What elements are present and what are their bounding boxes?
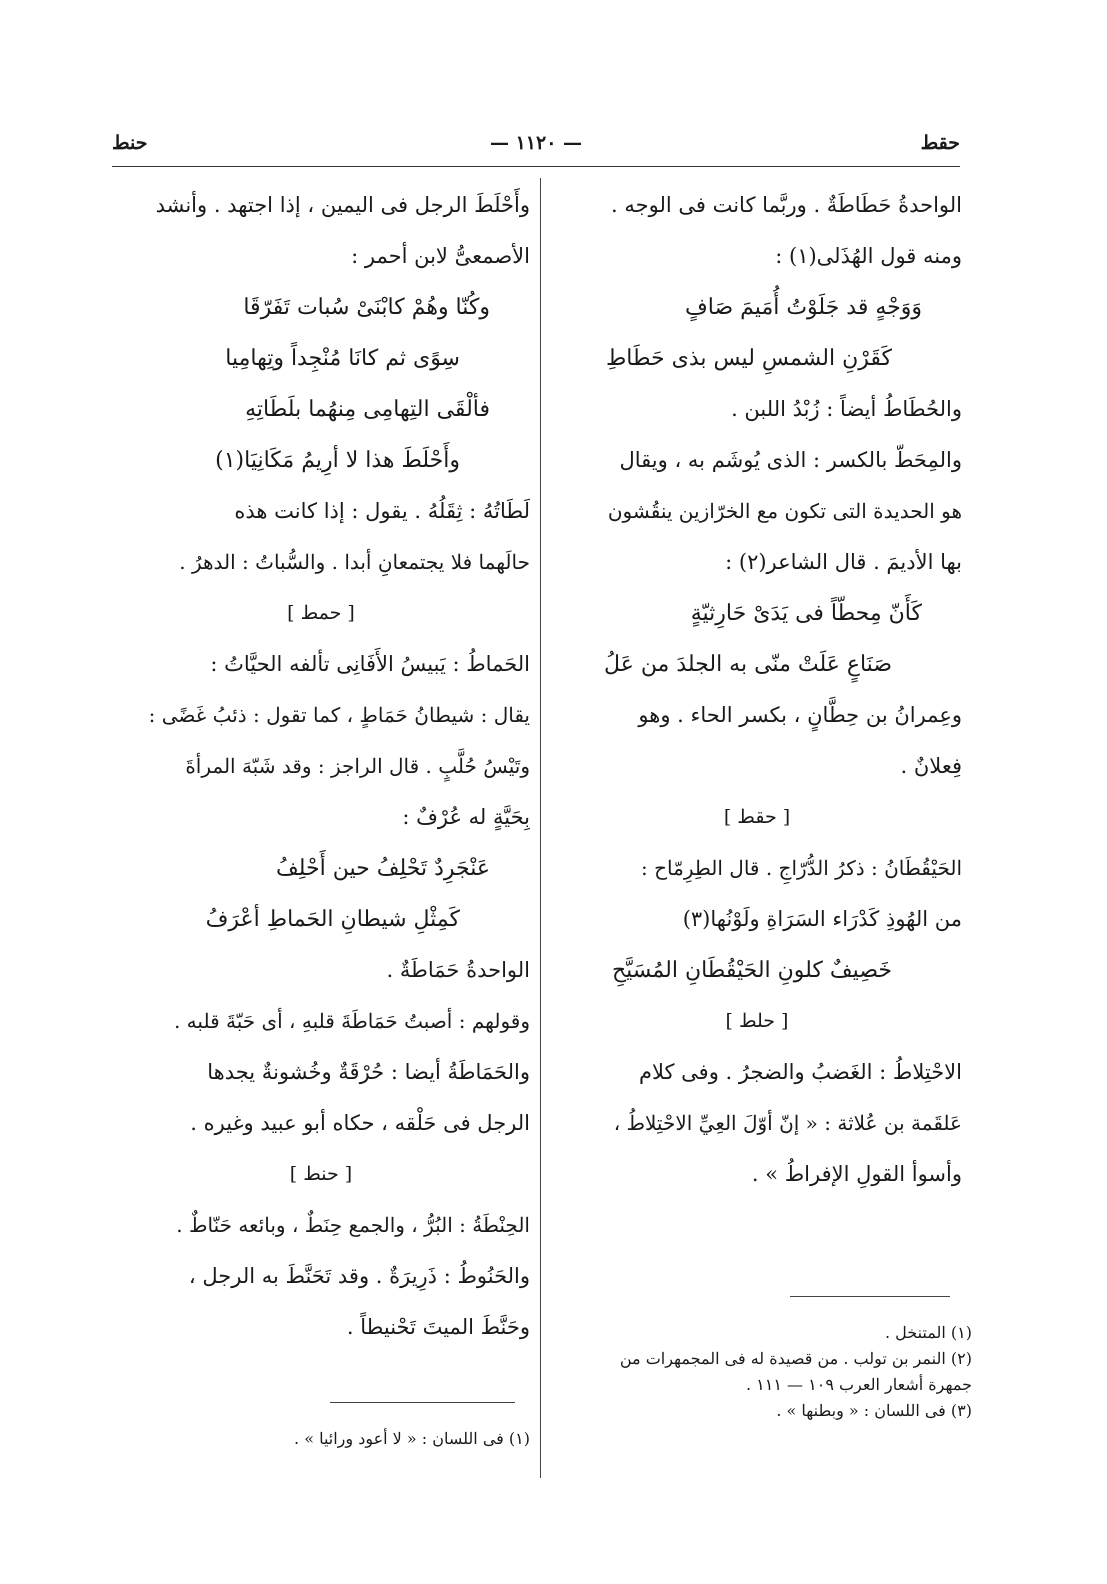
text-line: بها الأديمَ . قال الشاعر(٢) : xyxy=(725,550,962,574)
right-footnotes xyxy=(552,1320,972,1424)
verse-line: سِوًى ثم كانَا مُنْجِداً وتِهامِيا xyxy=(225,346,460,371)
header-left-keyword: حنط xyxy=(112,132,148,154)
text-line: الواحدةُ حَطَاطَةٌ . وربَّما كانت فى الوجه . xyxy=(611,193,962,217)
text-line: فِعلانٌ . xyxy=(900,754,962,778)
text-line: والحَمَاطَةُ أيضا : حُرْقَةٌ وخُشونةٌ يجدها xyxy=(207,1060,530,1084)
footnote-rule xyxy=(330,1402,515,1403)
entry-heading: [ حقط ] xyxy=(723,806,791,828)
verse-line: فألْقَى التِهامِى مِنهُما بلَطَاتِهِ xyxy=(245,397,490,422)
text-line: والمِحَطّ بالكسر : الذى يُوشَم به ، ويقال xyxy=(619,448,962,472)
text-line: والحُطَاطُ أيضاً : زُبْدُ اللبن . xyxy=(731,397,962,421)
verse-line: من الهُوذِ كَدْرَاء السَرَاةِ ولَوْنُها(٣) xyxy=(682,907,962,931)
footnote: (١) المتنخل . xyxy=(884,1323,972,1342)
verse-line: صَنَاعٍ عَلَتْ منّى به الجلدَ من عَلُ xyxy=(604,652,892,677)
text-line: الحَماطُ : يَبيسُ الأَفَانِى تألفه الحيَّاتُ : xyxy=(210,652,530,676)
text-line: يقال : شيطانُ حَمَاطٍ ، كما تقول : ذئبُ غَضًى : xyxy=(148,703,530,727)
text-line: عَلقَمة بن عُلاثة : « إنّ أوّلَ العِيِّ الاحْتِلاطُ ، xyxy=(613,1111,962,1135)
verse-line: كَقَرْنِ الشمسِ ليس بذى حَطَاطِ xyxy=(605,346,892,371)
verse-line: كَأَنّ مِحطّاً فى يَدَىْ حَارِثيّةٍ xyxy=(690,601,922,626)
text-line: حالَهما فلا يجتمعانِ أبدا . والسُّباتُ : الدهرُ . xyxy=(179,550,530,574)
text-line: الرجل فى حَلْقه ، حكاه أبو عبيد وغيره . xyxy=(190,1111,530,1135)
text-line: وقولهم : أصبتُ حَمَاطَةَ قلبهِ ، أى حَبّةَ قلبه . xyxy=(173,1009,530,1033)
text-line: الأصمعىُّ لابن أحمر : xyxy=(351,244,530,268)
text-line: وتَيْسُ حُلَّبٍ . قال الراجز : وقد شَبّهَ المرأةَ xyxy=(185,754,530,778)
running-header xyxy=(112,128,960,164)
text-line: بِحَيَّةٍ له عُرْفٌ : xyxy=(402,805,530,829)
text-line: والحَنُوطُ : ذَرِيرَةٌ . وقد تَحَنَّطَ به الرجل ، xyxy=(188,1264,530,1288)
verse-line: وَوَجْهٍ قد جَلَوْتُ أُمَيمَ صَافٍ xyxy=(684,295,922,320)
entry-heading: [ حنط ] xyxy=(289,1163,353,1185)
left-column xyxy=(112,180,530,1353)
text-line: الواحدةُ حَمَاطَةٌ . xyxy=(386,958,530,982)
verse-line: كَمِثْلِ شيطانِ الحَماطِ أعْرَفُ xyxy=(205,907,460,932)
text-line: ومنه قول الهُذَلى(١) : xyxy=(775,244,962,268)
verse-line: وكُنّا وهُمْ كابْنَىْ سُبات تَفَرّقَا xyxy=(243,295,490,320)
text-line: وحَنَّطَ الميتَ تَحْنيطاً . xyxy=(346,1315,530,1339)
text-line: وأَحْلَطَ الرجل فى اليمين ، إذا اجتهد . وأنشد xyxy=(155,193,530,217)
header-rule xyxy=(112,166,960,167)
text-line: الاحْتِلاطُ : الغَضبُ والضجرُ . وفى كلام xyxy=(638,1060,962,1084)
page-number: — ١١٢٠ — xyxy=(489,132,583,154)
text-line: الحَيْقُطَانُ : ذكرُ الدُّرّاجِ . قال الطِرِمّاح : xyxy=(641,856,962,880)
verse-line: خَصِيفٌ كلونِ الحَيْقُطَانِ المُسَيَّحِ xyxy=(611,958,892,983)
header-right-keyword: حقط xyxy=(920,132,960,154)
text-line: وعِمرانُ بن حِطَّانٍ ، بكسر الحاء . وهو xyxy=(638,703,962,727)
right-column xyxy=(552,180,962,1200)
footnote: جمهرة أشعار العرب ١٠٩ — ١١١ . xyxy=(746,1375,972,1394)
footnote: (٢) النمر بن تولب . من قصيدة له فى المجمهرات من xyxy=(619,1349,972,1368)
footnote-rule xyxy=(790,1296,950,1297)
footnote: (١) فى اللسان : « لا أعود ورائيا » . xyxy=(294,1429,530,1448)
text-line: هو الحديدة التى تكون مع الخرّازين ينقُشون xyxy=(607,499,962,523)
column-divider xyxy=(540,178,541,1478)
verse-line: وأَحْلَطَ هذا لا أرِيمُ مَكَانِيَا(١) xyxy=(215,448,460,473)
text-line: الحِنْطَةُ : البُرُّ ، والجمع حِنَطٌ ، وبائعه حَنّاطٌ . xyxy=(176,1213,530,1237)
entry-heading: [ حمط ] xyxy=(287,602,355,624)
left-footnotes xyxy=(112,1426,530,1452)
entry-heading: [ حلط ] xyxy=(725,1010,789,1032)
text-line: وأسوأ القولِ الإفراطُ » . xyxy=(751,1162,962,1186)
verse-line: عَنْجَرِدٌ تَحْلِفُ حين أَحْلِفُ xyxy=(275,856,490,881)
footnote: (٣) فى اللسان : « وبطنها » . xyxy=(776,1401,972,1420)
text-line: لَطَاتُهُ : ثِقَلُهُ . يقول : إذا كانت هذه xyxy=(234,499,530,523)
